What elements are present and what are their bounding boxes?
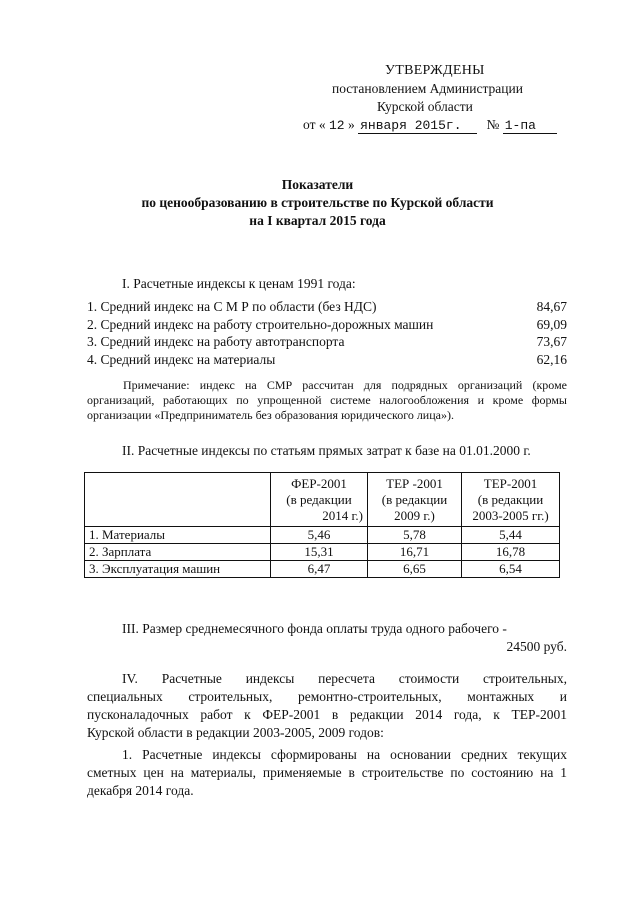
table-row bbox=[85, 527, 560, 544]
approval-date-line bbox=[300, 116, 560, 135]
number-label: № bbox=[486, 117, 500, 132]
index-list bbox=[87, 298, 567, 368]
index-value: 62,16 bbox=[536, 351, 567, 367]
section1-heading: I. Расчетные индексы к ценам 1991 года: bbox=[122, 276, 356, 291]
column-header-line: ТЕР -2001 bbox=[386, 476, 443, 491]
column-header bbox=[368, 473, 462, 527]
section4-line-4: Курской области в редакции 2003-2005, 2009 годов: bbox=[87, 725, 384, 740]
cell-value: 5,78 bbox=[368, 527, 462, 544]
table-row bbox=[85, 544, 560, 561]
section5-paragraph: 1. Расчетные индексы сформированы на основании средних текущих сметных цен на материалы, применяемые в строительстве по состоянию на 1 декабря 2014 года. bbox=[87, 747, 567, 798]
column-header-line: (в редакции bbox=[286, 492, 352, 507]
title-line-1: Показатели bbox=[281, 177, 354, 192]
cell-value: 5,46 bbox=[271, 527, 368, 544]
column-header-line: 2014 г.) bbox=[322, 508, 363, 523]
list-item bbox=[87, 316, 567, 334]
section1-note: Примечание: индекс на СМР рассчитан для подрядных организаций (кроме организаций, работающих по упрощенной системе налогообложения и кроме формы организации «Предприниматель без образования юридического лица»). bbox=[87, 378, 567, 422]
column-header-line: ТЕР-2001 bbox=[483, 476, 538, 491]
list-item bbox=[87, 298, 567, 316]
table-header-row bbox=[85, 473, 560, 527]
section4-line-1: IV. Расчетные индексы пересчета стоимости строительных, bbox=[122, 671, 567, 686]
date-month-year: января 2015г. bbox=[358, 118, 477, 134]
section4-line-3: пусконаладочных работ к ФЕР-2001 в редакции 2014 года, к ТЕР-2001 bbox=[87, 707, 567, 722]
section2-heading: II. Расчетные индексы по статьям прямых затрат к базе на 01.01.2000 г. bbox=[122, 443, 531, 458]
list-item bbox=[87, 351, 567, 369]
direct-costs-table bbox=[84, 472, 560, 578]
column-header-line: 2009 г.) bbox=[394, 508, 435, 523]
section3-text: III. Размер среднемесячного фонда оплаты труда одного рабочего - bbox=[122, 621, 507, 636]
section3-amount: 24500 руб. bbox=[506, 639, 567, 654]
cell-value: 6,65 bbox=[368, 561, 462, 578]
row-label: 2. Зарплата bbox=[85, 544, 271, 561]
approval-region: Курской области bbox=[377, 99, 473, 114]
table-corner-cell bbox=[85, 473, 271, 527]
column-header-line: 2003-2005 гг.) bbox=[472, 508, 549, 523]
column-header bbox=[462, 473, 560, 527]
column-header-line: (в редакции bbox=[477, 492, 544, 507]
date-mid: » bbox=[347, 117, 355, 132]
document-title bbox=[90, 176, 545, 230]
index-value: 84,67 bbox=[536, 299, 567, 314]
cell-value: 6,47 bbox=[271, 561, 368, 578]
index-label: 4. Средний индекс на материалы bbox=[87, 351, 276, 367]
section4-line-2: специальных строительных, ремонтно-строительных, монтажных и bbox=[87, 689, 567, 704]
index-value: 73,67 bbox=[536, 334, 567, 349]
section4 bbox=[87, 670, 567, 742]
row-label: 1. Материалы bbox=[85, 527, 271, 544]
document-number: 1-па bbox=[503, 118, 557, 134]
section3 bbox=[122, 620, 567, 656]
approval-stamp bbox=[300, 62, 560, 135]
index-label: 1. Средний индекс на С М Р по области (без НДС) bbox=[87, 299, 377, 314]
approval-issuer: постановлением Администрации bbox=[332, 81, 523, 96]
cell-value: 6,54 bbox=[462, 561, 560, 578]
index-label: 2. Средний индекс на работу строительно-дорожных машин bbox=[87, 316, 434, 332]
cell-value: 16,71 bbox=[368, 544, 462, 561]
approval-title: УТВЕРЖДЕНЫ bbox=[385, 63, 485, 78]
index-value: 69,09 bbox=[536, 316, 567, 332]
cell-value: 15,31 bbox=[271, 544, 368, 561]
table-row bbox=[85, 561, 560, 578]
column-header-line: (в редакции bbox=[381, 492, 448, 507]
date-day: 12 bbox=[328, 118, 345, 133]
title-line-2: по ценообразованию в строительстве по Курской области bbox=[141, 195, 494, 210]
column-header bbox=[271, 473, 368, 527]
date-prefix: от « bbox=[303, 117, 326, 132]
column-header-line: ФЕР-2001 bbox=[291, 476, 347, 491]
index-label: 3. Средний индекс на работу автотранспорта bbox=[87, 334, 345, 349]
list-item bbox=[87, 333, 567, 351]
cell-value: 5,44 bbox=[462, 527, 560, 544]
row-label: 3. Эксплуатация машин bbox=[85, 561, 271, 578]
cell-value: 16,78 bbox=[462, 544, 560, 561]
title-line-3: на I квартал 2015 года bbox=[249, 213, 386, 228]
